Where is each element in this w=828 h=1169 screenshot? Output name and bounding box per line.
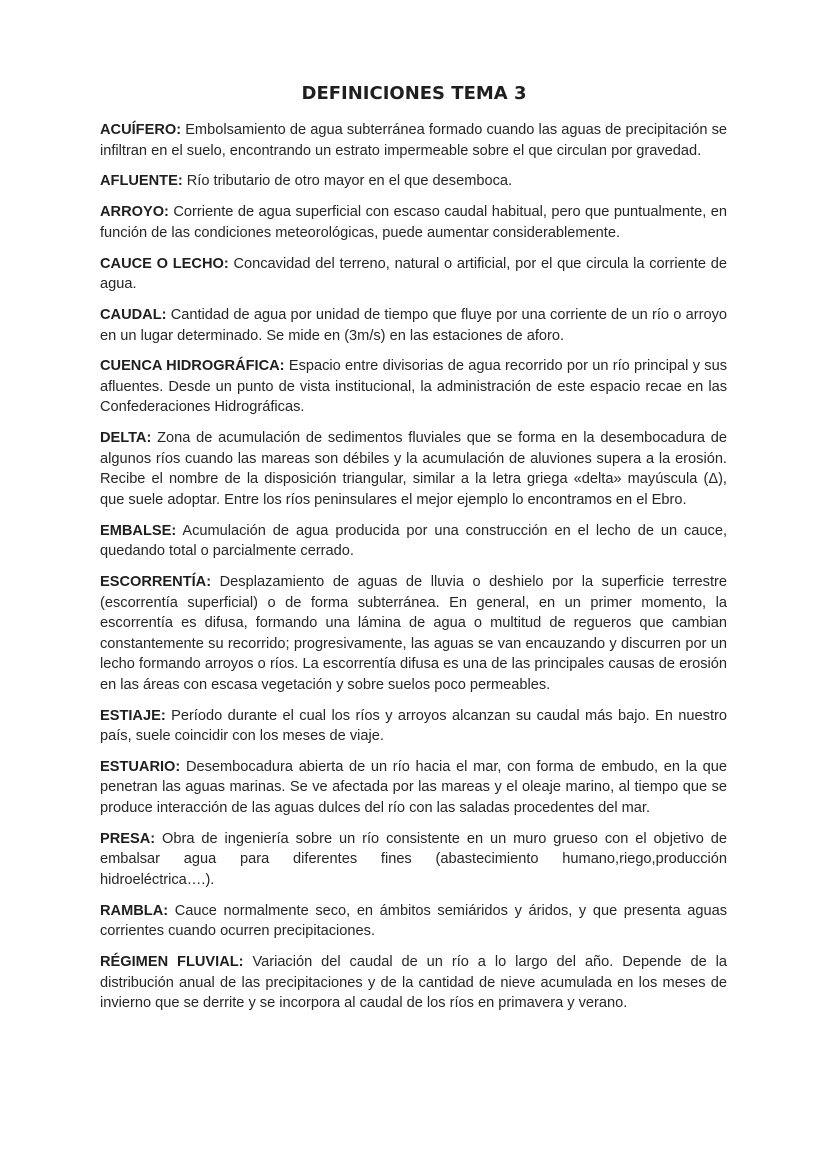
definition-text: Concavidad del terreno, natural o artificial, por el que circula la corriente de agua. [100,255,727,293]
definition-term: CAUDAL: [100,307,167,324]
definition-term: EMBALSE: [100,522,177,539]
definition-text: Zona de acumulación de sedimentos fluviales que se forma en la desembocadura de algunos ríos cuando las mareas son débiles y la acumulación de aluviones supera a la erosión. Recibe el nombre de la disposición triangular, similar a la letra griega «delta» mayúscula (Δ), que suele adoptar. Entre los ríos peninsulares el mejor ejemplo lo encontramos en el Ebro. [100,430,727,508]
definition-term: CUENCA HIDROGRÁFICA: [100,358,285,375]
definition-term: RAMBLA: [100,902,169,919]
definition-escorrentia [100,572,727,695]
definition-text: Obra de ingeniería sobre un río consistente en un muro grueso con el objetivo de embalsar agua para diferentes fines (abastecimiento humano,riego,producción hidroeléctrica….). [100,830,727,888]
definition-term: RÉGIMEN FLUVIAL: [100,954,244,971]
definition-text: Corriente de agua superficial con escaso caudal habitual, pero que puntualmente, en función de las condiciones meteorológicas, puede aumentar considerablemente. [100,204,727,241]
definition-text: Acumulación de agua producida por una construcción en el lecho de un cauce, quedando total o parcialmente cerrado. [100,522,727,560]
definition-caudal [100,305,727,346]
definition-cauce-o-lecho [100,254,727,295]
definition-estuario [100,757,727,819]
definition-term: DELTA: [100,430,152,447]
definition-term: ESTUARIO: [100,758,181,775]
definitions-list [100,120,727,1024]
definition-term: ARROYO: [100,204,169,221]
definition-term: ESTIAJE: [100,707,166,724]
definition-text: Desplazamiento de aguas de lluvia o deshielo por la superficie terrestre (escorrentía superficial) o de forma subterránea. En general, en un primer momento, la escorrentía es difusa, formando una lámina de agua o multitud de regueros que cambian constantemente su recorrido; progresivamente, las aguas se van encauzando y discurren por un lecho formando arroyos o ríos. La escorrentía difusa es una de las principales causas de erosión en las áreas con escasa vegetación y sobre suelos poco permeables. [100,574,727,693]
definition-text: Variación del caudal de un río a lo largo del año. Depende de la distribución anual de las precipitaciones y de la cantidad de nieve acumulada en los meses de invierno que se derrite y se incorpora al caudal de los ríos en primavera y verano. [100,954,727,1012]
definition-presa [100,829,727,891]
definition-text: Cantidad de agua por unidad de tiempo que fluye por una corriente de un río o arroyo en un lugar determinado. Se mide en (3m/s) en las estaciones de aforo. [100,307,727,344]
definition-delta [100,428,727,510]
definition-estiaje [100,706,727,747]
definition-arroyo [100,202,727,243]
definition-afluente [100,171,727,192]
definition-text: Espacio entre divisorias de agua recorrido por un río principal y sus afluentes. Desde un punto de vista institucional, la administración de este espacio recae en las Confederaciones Hidrográficas. [100,358,727,416]
definition-text: Desembocadura abierta de un río hacia el mar, con forma de embudo, en la que penetran las aguas marinas. Se ve afectada por las mareas y el oleaje marino, al tiempo que se produce interacción de las aguas dulces del río con las saladas procedentes del mar. [100,758,727,816]
definition-term: PRESA: [100,830,156,847]
definition-term: ACUÍFERO: [100,122,182,138]
definition-rambla [100,901,727,942]
definition-cuenca-hidrografica [100,356,727,418]
definition-text: Embolsamiento de agua subterránea formado cuando las aguas de precipitación se infiltran en el suelo, encontrando un estrato impermeable sobre el que circulan por gravedad. [100,122,727,159]
definition-term: ESCORRENTÍA: [100,574,212,591]
definition-embalse [100,521,727,562]
definition-term: AFLUENTE: [100,173,183,190]
definition-text: Período durante el cual los ríos y arroyos alcanzan su caudal más bajo. En nuestro país, suele coincidir con los meses de viaje. [100,707,727,745]
definition-text: Cauce normalmente seco, en ámbitos semiáridos y áridos, y que presenta aguas corrientes cuando ocurren precipitaciones. [100,902,727,940]
definition-term: CAUCE O LECHO: [100,255,229,272]
definition-regimen-fluvial [100,952,727,1014]
definition-acuifero [100,120,727,161]
document-title: DEFINICIONES TEMA 3 [301,83,527,104]
definition-text: Río tributario de otro mayor en el que desemboca. [182,173,513,190]
